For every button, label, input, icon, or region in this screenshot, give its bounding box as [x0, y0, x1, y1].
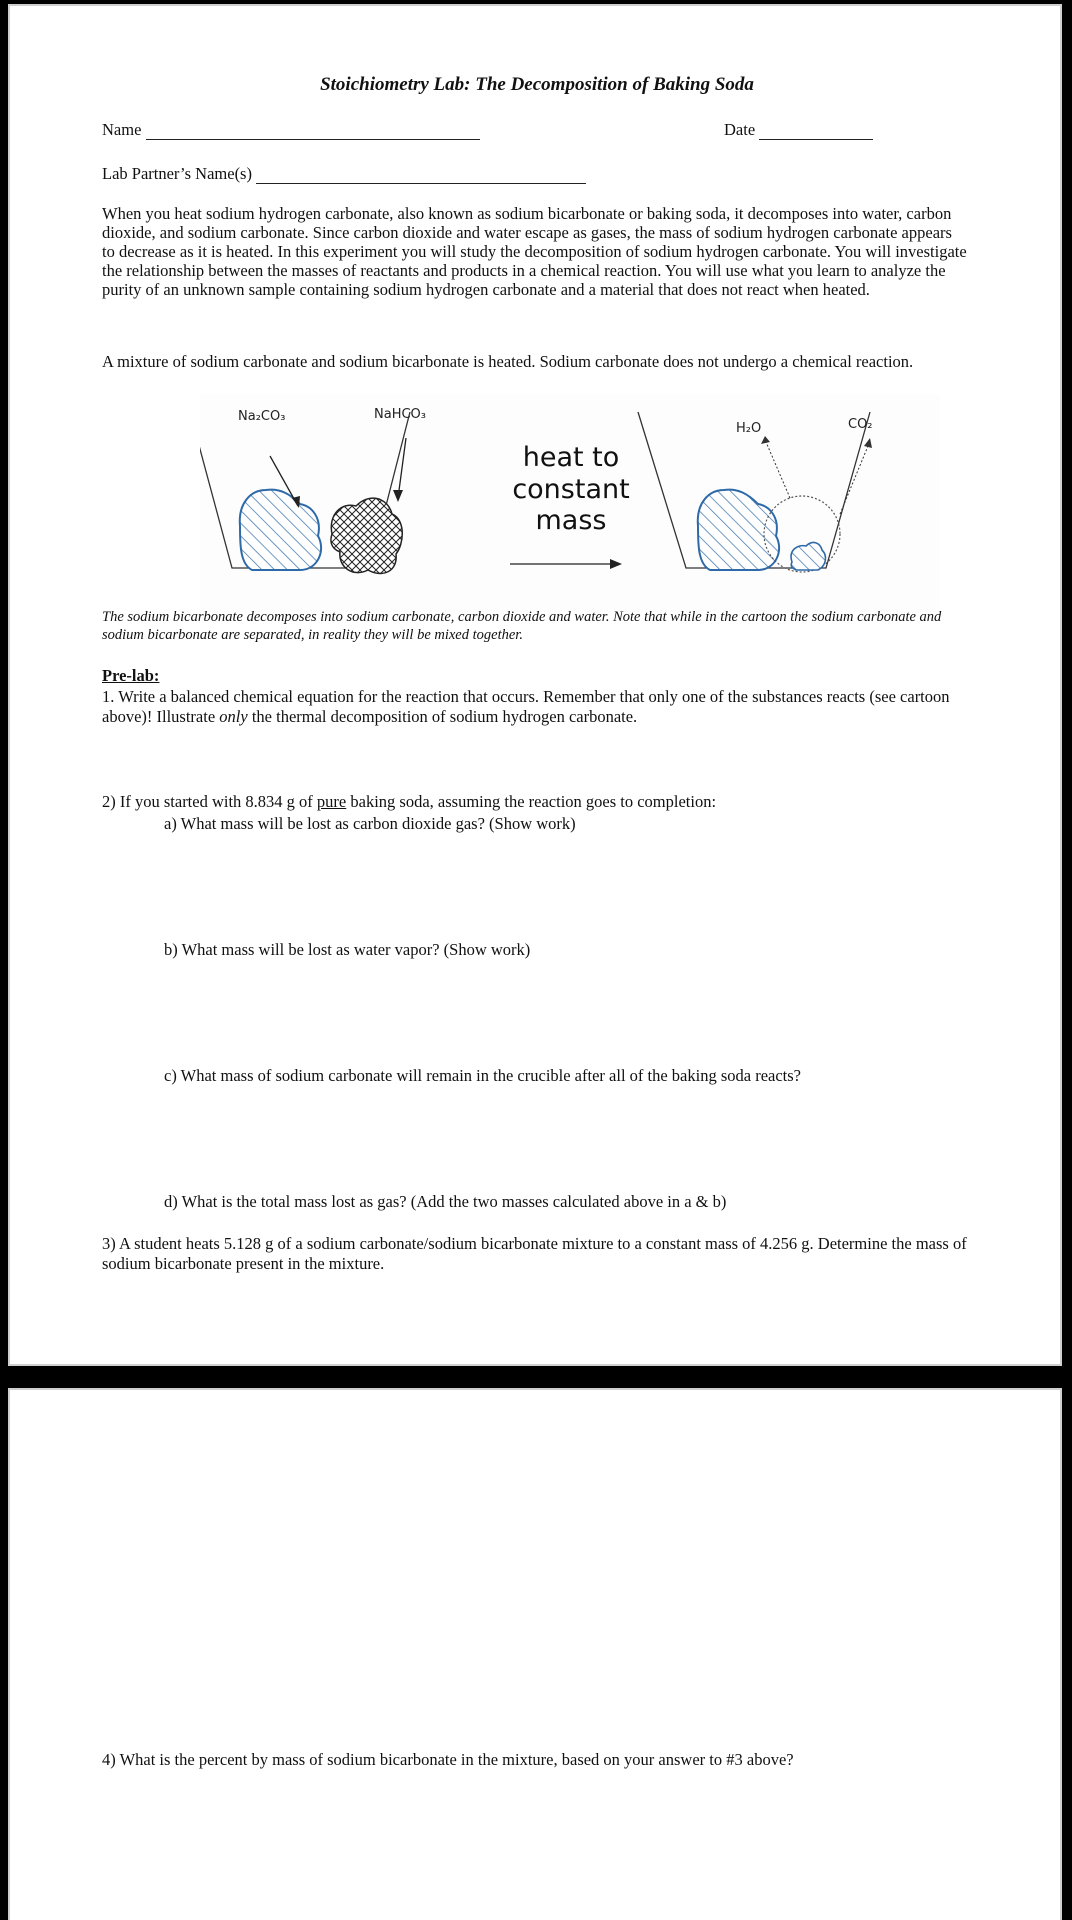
nahco3-label: NaHCO₃: [374, 407, 426, 422]
date-blank[interactable]: [759, 123, 873, 140]
question-1-text-a: 1. Write a balanced chemical equation for the reaction that occurs. Remember that only one of the substances reacts (see cartoon above)! Illustrate: [102, 687, 950, 726]
na2co3-label: Na₂CO₃: [238, 409, 286, 424]
question-3: 3) A student heats 5.128 g of a sodium carbonate/sodium bicarbonate mixture to a constant mass of 4.256 g. Determine the mass of sodium bicarbonate present in the mixture.: [102, 1234, 967, 1273]
name-field[interactable]: [102, 120, 480, 140]
question-2c: c) What mass of sodium carbonate will remain in the crucible after all of the baking soda reacts?: [164, 1066, 801, 1085]
mixture-paragraph: A mixture of sodium carbonate and sodium bicarbonate is heated. Sodium carbonate does not undergo a chemical reaction.: [102, 352, 914, 371]
question-2: [102, 792, 982, 812]
name-blank[interactable]: [146, 123, 480, 140]
page-title: Stoichiometry Lab: The Decomposition of Baking Soda: [320, 74, 754, 95]
prelab-heading: Pre-lab:: [102, 666, 160, 685]
question-2b: b) What mass will be lost as water vapor? (Show work): [164, 940, 531, 959]
name-label: Name: [102, 120, 142, 139]
worksheet-page-2: [8, 1388, 1062, 1920]
heat-line-3: mass: [535, 505, 607, 536]
question-4: 4) What is the percent by mass of sodium bicarbonate in the mixture, based on your answer to #3 above?: [102, 1750, 794, 1769]
intro-paragraph: When you heat sodium hydrogen carbonate, also known as sodium bicarbonate or baking soda, it decomposes into water, carbon dioxide, and sodium carbonate. Since carbon dioxide and water escape as gases, the mass of sodium hydrogen carbonate appears to decrease as it is heated. In this experiment you will study the decomposition of sodium hydrogen carbonate. You will investigate the relationship between the masses of reactants and products in a chemical reaction. You will use what you learn to analyze the purity of an unknown sample containing sodium hydrogen carbonate and a material that does not react when heated.: [102, 204, 967, 299]
partner-label: Lab Partner’s Name(s): [102, 164, 252, 183]
question-2d: d) What is the total mass lost as gas? (Add the two masses calculated above in a & b): [164, 1192, 727, 1211]
co2-label: CO₂: [848, 417, 873, 432]
question-1-emphasis: only: [219, 707, 248, 726]
question-2-text-a: 2) If you started with 8.834 g of: [102, 792, 317, 811]
decomposition-diagram: [200, 394, 940, 612]
question-2-underlined: pure: [316, 792, 347, 811]
heat-line-2: constant: [512, 474, 630, 505]
worksheet-page-1: [8, 4, 1062, 1366]
question-2a: a) What mass will be lost as carbon dioxide gas? (Show work): [164, 814, 576, 833]
question-1: [102, 687, 968, 727]
question-1-text-b: the thermal decomposition of sodium hydrogen carbonate.: [247, 707, 638, 726]
date-label: Date: [724, 120, 756, 139]
h2o-label: H₂O: [736, 421, 762, 436]
partner-blank[interactable]: [256, 167, 586, 184]
heat-line-1: heat to: [522, 442, 620, 473]
question-2-text-b: baking soda, assuming the reaction goes to completion:: [346, 792, 717, 811]
diagram-caption: The sodium bicarbonate decomposes into sodium carbonate, carbon dioxide and water. Note that while in the cartoon the sodium carbonate and sodium bicarbonate are separated, in reality they will be mixed together.: [102, 609, 942, 643]
date-field[interactable]: [724, 120, 873, 140]
partner-field[interactable]: [102, 164, 586, 184]
